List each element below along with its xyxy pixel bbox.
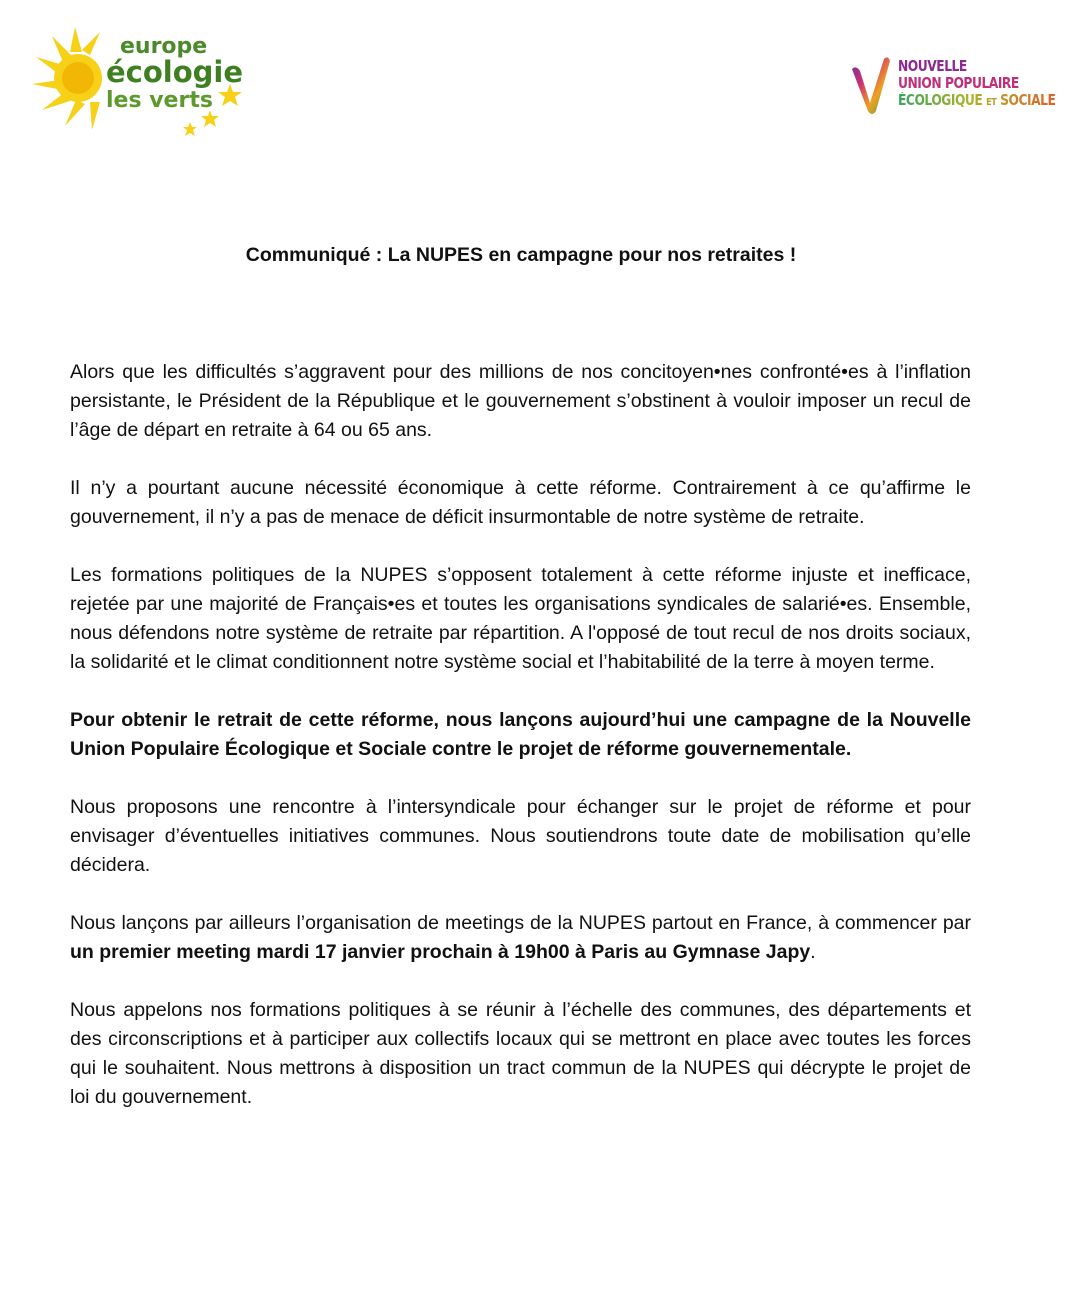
nupes-line-2: UNION POPULAIRE (898, 74, 1019, 92)
paragraph-6 (70, 909, 971, 967)
nupes-wordmark (898, 58, 1055, 111)
paragraph-1: Alors que les difficultés s’aggravent pour des millions de nos concitoyen•nes confronté•es à l’inflation persistante, le Président de la République et le gouvernement s’obstinent à vouloir imposer un recul de l’âge de départ en retraite à 64 ou 65 ans. (70, 361, 971, 441)
eelv-line-3: les verts (106, 88, 213, 113)
eelv-line-1: europe (120, 34, 208, 59)
nupes-line-3c: SOCIALE (1000, 91, 1056, 109)
paragraph-7: Nous appelons nos formations politiques à se réunir à l’échelle des communes, des départements et des circonscriptions et à participer aux collectifs locaux qui se mettront en place avec toutes les forces qui le souhaitent. Nous mettrons à disposition un tract commun de la NUPES qui décrypte le projet de loi du gouvernement. (70, 999, 971, 1108)
meeting-announcement: un premier meeting mardi 17 janvier prochain à 19h00 à Paris au Gymnase Japy (70, 941, 811, 963)
nupes-line-3 (898, 92, 1055, 111)
eelv-logo (30, 22, 245, 142)
page-title: Communiqué : La NUPES en campagne pour nos retraites ! (245, 244, 797, 266)
nupes-line-3a: ÉCOLOGIQUE (898, 91, 983, 109)
eelv-line-2: écologie (106, 55, 244, 89)
paragraph-6-start: Nous lançons par ailleurs l’organisation de meetings de la NUPES partout en France, à commencer par (70, 912, 971, 934)
nupes-logo (848, 55, 1056, 117)
paragraph-3: Les formations politiques de la NUPES s’opposent totalement à cette réforme injuste et inefficace, rejetée par une majorité de Français•es et toutes les organisations syndicales de salarié•es. Ensemble, nous défendons notre système de retraite par répartition. A l'opposé de tout recul de nos droits sociaux, la solidarité et le climat conditionnent notre système social et l’habitabilité de la terre à moyen terme. (70, 564, 971, 673)
paragraph-5: Nous proposons une rencontre à l’intersyndicale pour échanger sur le projet de réforme et pour envisager d’éventuelles initiatives communes. Nous soutiendrons toute date de mobilisation qu’elle décidera. (70, 796, 971, 876)
nupes-line-3b: ET (986, 97, 997, 108)
paragraph-2: Il n’y a pourtant aucune nécessité économique à cette réforme. Contrairement à ce qu’affirme le gouvernement, il n’y a pas de menace de déficit insurmontable de notre système de retraite. (70, 477, 971, 528)
press-release-body (70, 358, 971, 1141)
nupes-v-icon (848, 55, 896, 117)
paragraph-4: Pour obtenir le retrait de cette réforme, nous lançons aujourd’hui une campagne de la Nouvelle Union Populaire Écologique et Sociale contre le projet de réforme gouvernementale. (70, 709, 971, 760)
nupes-line-1: NOUVELLE (898, 57, 967, 75)
paragraph-6-end: . (810, 941, 816, 963)
